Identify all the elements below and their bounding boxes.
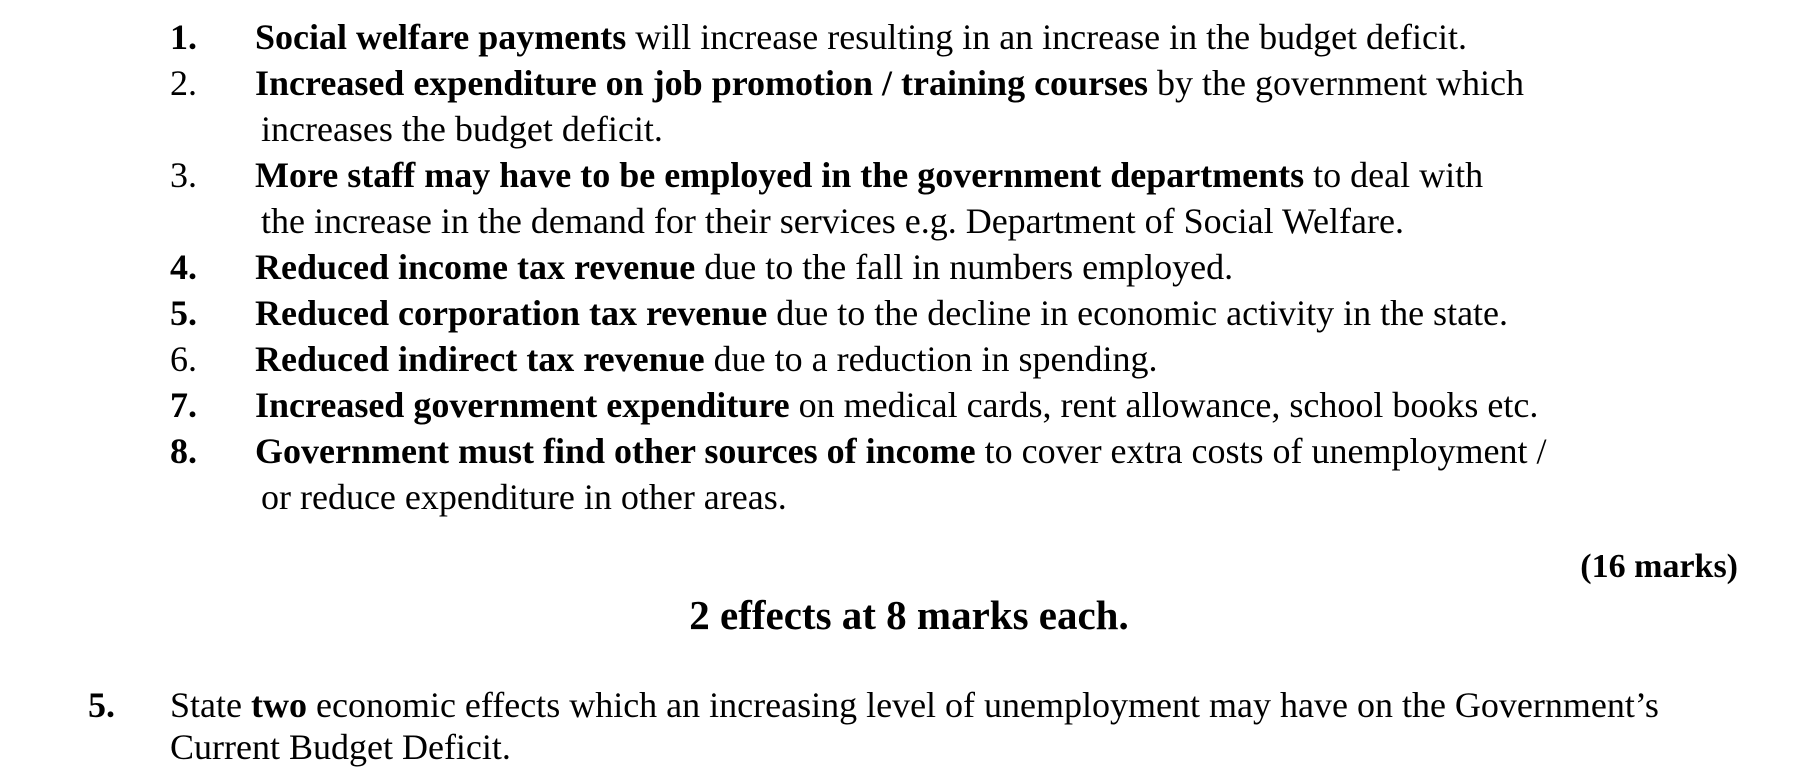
item-bold-text: Increased government expenditure (255, 385, 790, 425)
list-item-1 (0, 14, 1818, 60)
item-continuation-text: increases the budget deficit. (261, 109, 663, 149)
effects-list (0, 14, 1818, 520)
list-item-5 (0, 290, 1818, 336)
item-rest-text: due to the fall in numbers employed. (695, 247, 1234, 287)
item-rest-text: to deal with (1304, 155, 1484, 195)
item-number: 8. (170, 431, 197, 471)
effects-note: 2 effects at 8 marks each. (689, 592, 1129, 638)
item-bold-text: Reduced income tax revenue (255, 247, 696, 287)
item-number: 4. (170, 247, 197, 287)
item-number: 5. (170, 293, 197, 333)
item-text (255, 244, 1715, 290)
list-item-2 (0, 60, 1818, 152)
list-item-8 (0, 428, 1818, 520)
item-text (255, 336, 1715, 382)
item-rest-text: due to the decline in economic activity in the state. (767, 293, 1509, 333)
item-text (255, 428, 1715, 520)
list-item-7 (0, 382, 1818, 428)
item-number: 7. (170, 385, 197, 425)
item-number: 3. (170, 155, 197, 195)
item-rest-text: on medical cards, rent allowance, school books etc. (789, 385, 1539, 425)
question-post-text: economic effects which an increasing level of unemployment may have on the Government’s Current Budget Deficit. (170, 685, 1659, 767)
item-number: 1. (170, 17, 197, 57)
item-rest-text: by the government which (1148, 63, 1524, 103)
item-text (255, 14, 1715, 60)
item-rest-text: to cover extra costs of unemployment / (975, 431, 1547, 471)
item-bold-text: Reduced corporation tax revenue (255, 293, 768, 333)
question-text (170, 684, 1730, 768)
list-item-3 (0, 152, 1818, 244)
item-number: 6. (170, 339, 197, 379)
item-rest-text: will increase resulting in an increase in the budget deficit. (626, 17, 1468, 57)
question-number: 5. (88, 685, 115, 725)
item-rest-text: due to a reduction in spending. (704, 339, 1158, 379)
item-text (255, 290, 1715, 336)
question-bold-text: two (250, 685, 307, 725)
item-bold-text: Reduced indirect tax revenue (255, 339, 705, 379)
item-bold-text: Increased expenditure on job promotion / training courses (255, 63, 1149, 103)
list-item-4 (0, 244, 1818, 290)
item-bold-text: Government must find other sources of income (255, 431, 976, 471)
item-continuation-text: or reduce expenditure in other areas. (261, 477, 787, 517)
item-continuation-text: the increase in the demand for their services e.g. Department of Social Welfare. (261, 201, 1404, 241)
question-block (0, 684, 1818, 768)
item-text (255, 60, 1715, 152)
item-text (255, 382, 1715, 428)
item-number: 2. (170, 63, 197, 103)
item-text (255, 152, 1715, 244)
question-pre-text: State (170, 685, 251, 725)
list-item-6 (0, 336, 1818, 382)
marks-label: (16 marks) (1580, 548, 1738, 585)
item-bold-text: Social welfare payments (255, 17, 627, 57)
item-bold-text: More staff may have to be employed in the government departments (255, 155, 1305, 195)
